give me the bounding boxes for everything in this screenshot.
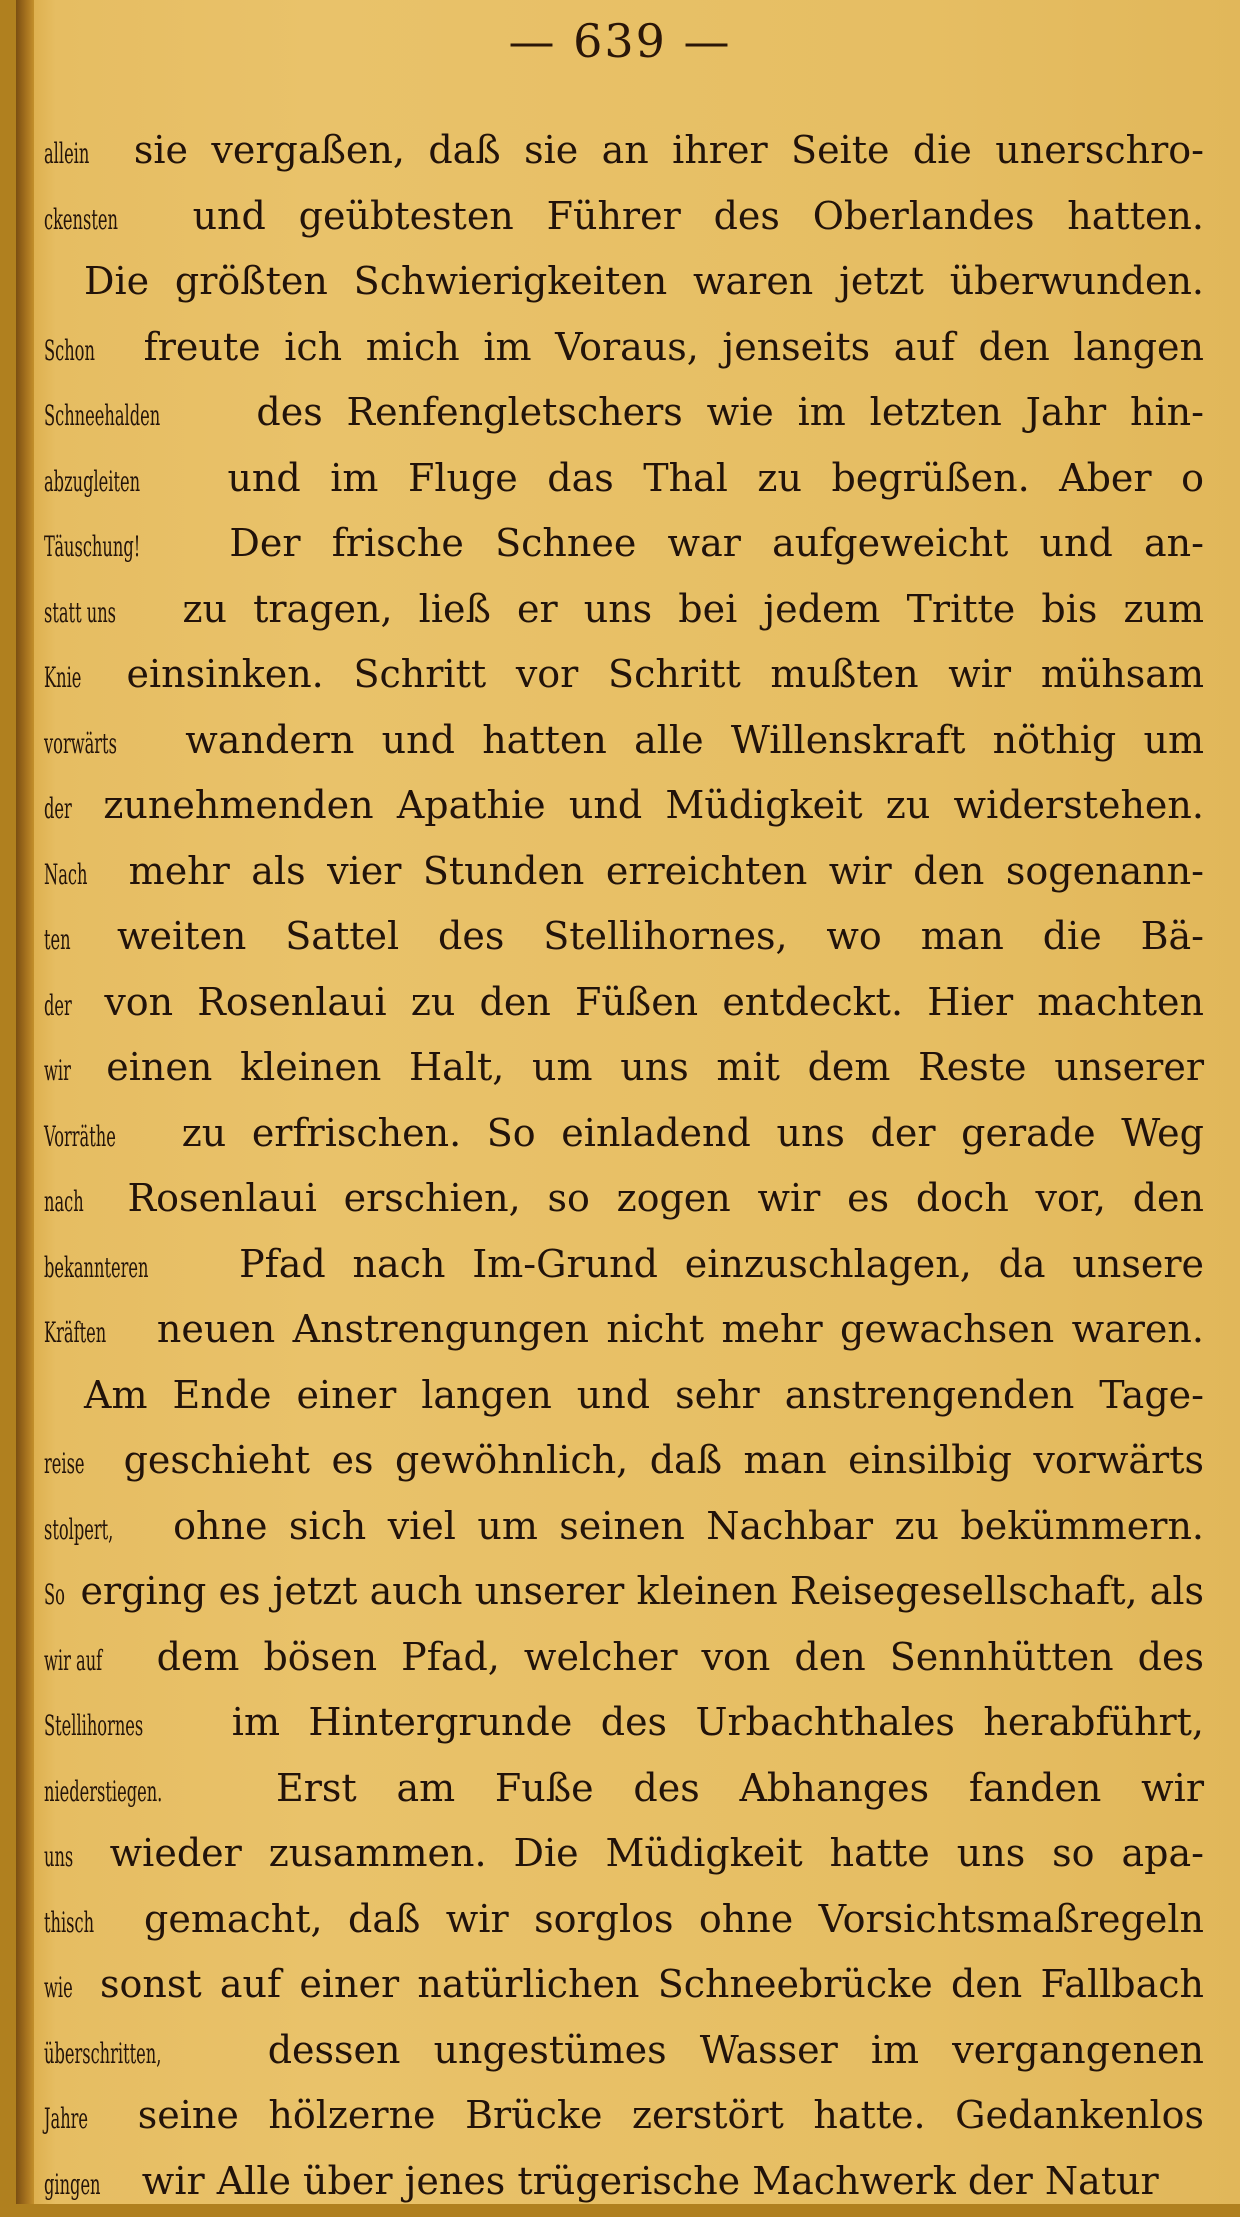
line-text: im Hintergrunde des Urbachthales herabführt, [232, 1700, 1204, 1744]
margin-word: bekannteren [44, 1235, 148, 1301]
margin-word: vorwärts [44, 711, 117, 777]
text-line [44, 511, 1204, 577]
line-text: mehr als vier Stunden erreichten wir den sogenann- [129, 849, 1204, 893]
text-line [44, 1101, 1204, 1167]
margin-word: Knie [44, 645, 81, 711]
line-text: Pfad nach Im-Grund einzuschlagen, da unsere [239, 1242, 1204, 1286]
page-text [44, 118, 1204, 2214]
line-text: einen kleinen Halt, um uns mit dem Reste unserer [106, 1045, 1204, 1089]
margin-word: Stellihornes [44, 1693, 143, 1759]
text-line [44, 1035, 1204, 1101]
margin-word: So [44, 1562, 65, 1628]
line-text: Die größten Schwierigkeiten waren jetzt überwunden. [84, 259, 1204, 303]
line-text: wir Alle über jenes trügerische Machwerk der Natur [142, 2159, 1159, 2203]
line-text: wandern und hatten alle Willenskraft nöthig um [185, 718, 1204, 762]
line-text: dem bösen Pfad, welcher von den Sennhütten des [157, 1635, 1204, 1679]
margin-word: ten [44, 907, 71, 973]
margin-word: wir [44, 1038, 71, 1104]
text-line [44, 2083, 1204, 2149]
margin-word: Schon [44, 318, 95, 384]
text-line [44, 970, 1204, 1036]
text-line [44, 1821, 1204, 1887]
line-text: sie vergaßen, daß sie an ihrer Seite die unerschro- [134, 128, 1204, 172]
text-line [44, 315, 1204, 381]
line-text: sonst auf einer natürlichen Schneebrücke den Fallbach [100, 1962, 1204, 2006]
text-line [44, 1690, 1204, 1756]
margin-word: uns [44, 1824, 73, 1890]
margin-word: Kräften [44, 1300, 106, 1366]
text-line [44, 1428, 1204, 1494]
text-line [44, 2018, 1204, 2084]
text-line [44, 2149, 1204, 2215]
line-text: zu erfrischen. So einladend uns der gerade Weg [182, 1111, 1204, 1155]
line-text: neuen Anstrengungen nicht mehr gewachsen waren. [157, 1307, 1204, 1351]
text-line [44, 446, 1204, 512]
line-text: Der frische Schnee war aufgeweicht und an- [229, 521, 1204, 565]
line-text: seine hölzerne Brücke zerstört hatte. Gedankenlos [138, 2093, 1204, 2137]
text-line [44, 1166, 1204, 1232]
margin-word: abzugleiten [44, 449, 140, 515]
margin-word: thisch [44, 1890, 94, 1956]
margin-word: überschritten, [44, 2021, 161, 2087]
line-text: geschieht es gewöhnlich, daß man einsilbig vorwärts [124, 1438, 1204, 1482]
text-line [44, 249, 1204, 315]
margin-word: der [44, 973, 72, 1039]
line-text: erging es jetzt auch unserer kleinen Reisegesellschaft, als [80, 1569, 1204, 1613]
margin-word: Jahre [44, 2086, 88, 2152]
line-text: einsinken. Schritt vor Schritt mußten wir mühsam [126, 652, 1204, 696]
text-line [44, 184, 1204, 250]
line-text: Rosenlaui erschien, so zogen wir es doch vor, den [127, 1176, 1204, 1220]
margin-word: ckensten [44, 187, 118, 253]
text-line [44, 1756, 1204, 1822]
margin-word: wie [44, 1955, 73, 2021]
text-line [44, 1297, 1204, 1363]
text-line [44, 708, 1204, 774]
line-text: gemacht, daß wir sorglos ohne Vorsichtsmaßregeln [144, 1897, 1204, 1941]
line-text: und im Fluge das Thal zu begrüßen. Aber o [227, 456, 1204, 500]
line-text: weiten Sattel des Stellihornes, wo man die Bä- [117, 914, 1204, 958]
line-text: wieder zusammen. Die Müdigkeit hatte uns so apa- [110, 1831, 1204, 1875]
margin-word: nach [44, 1169, 84, 1235]
line-text: Erst am Fuße des Abhanges fanden wir [276, 1766, 1204, 1810]
text-line [44, 1952, 1204, 2018]
margin-word: niederstiegen. [44, 1759, 162, 1825]
line-text: zu tragen, ließ er uns bei jedem Tritte bis zum [183, 587, 1204, 631]
margin-word: der [44, 776, 72, 842]
book-spine [16, 0, 34, 2204]
margin-word: Vorräthe [44, 1104, 116, 1170]
margin-word: Nach [44, 842, 87, 908]
margin-word: gingen [44, 2152, 101, 2217]
line-text: und geübtesten Führer des Oberlandes hatten. [193, 194, 1204, 238]
text-line [44, 904, 1204, 970]
line-text: zunehmenden Apathie und Müdigkeit zu widerstehen. [103, 783, 1204, 827]
line-text: des Renfengletschers wie im letzten Jahr hin- [256, 390, 1204, 434]
line-text: ohne sich viel um seinen Nachbar zu bekümmern. [173, 1504, 1204, 1548]
text-line [44, 839, 1204, 905]
line-text: von Rosenlaui zu den Füßen entdeckt. Hier machten [104, 980, 1204, 1024]
margin-word: wir auf [44, 1628, 102, 1694]
text-line [44, 1232, 1204, 1298]
line-text: dessen ungestümes Wasser im vergangenen [268, 2028, 1204, 2072]
text-line [44, 577, 1204, 643]
margin-word: stolpert, [44, 1497, 113, 1563]
text-line [44, 1494, 1204, 1560]
text-line [44, 1559, 1204, 1625]
line-text: Am Ende einer langen und sehr anstrengenden Tage- [84, 1373, 1204, 1417]
line-text: freute ich mich im Voraus, jenseits auf den langen [144, 325, 1204, 369]
page-number-header: — 639 — [0, 14, 1240, 68]
text-line [44, 642, 1204, 708]
text-line [44, 380, 1204, 446]
text-line [44, 1625, 1204, 1691]
text-line [44, 1887, 1204, 1953]
text-line [44, 118, 1204, 184]
margin-word: Täuschung! [44, 514, 140, 580]
text-line [44, 1363, 1204, 1429]
margin-word: reise [44, 1431, 85, 1497]
margin-word: statt uns [44, 580, 116, 646]
margin-word: Schneehalden [44, 383, 160, 449]
margin-word: allein [44, 121, 89, 187]
text-line [44, 773, 1204, 839]
